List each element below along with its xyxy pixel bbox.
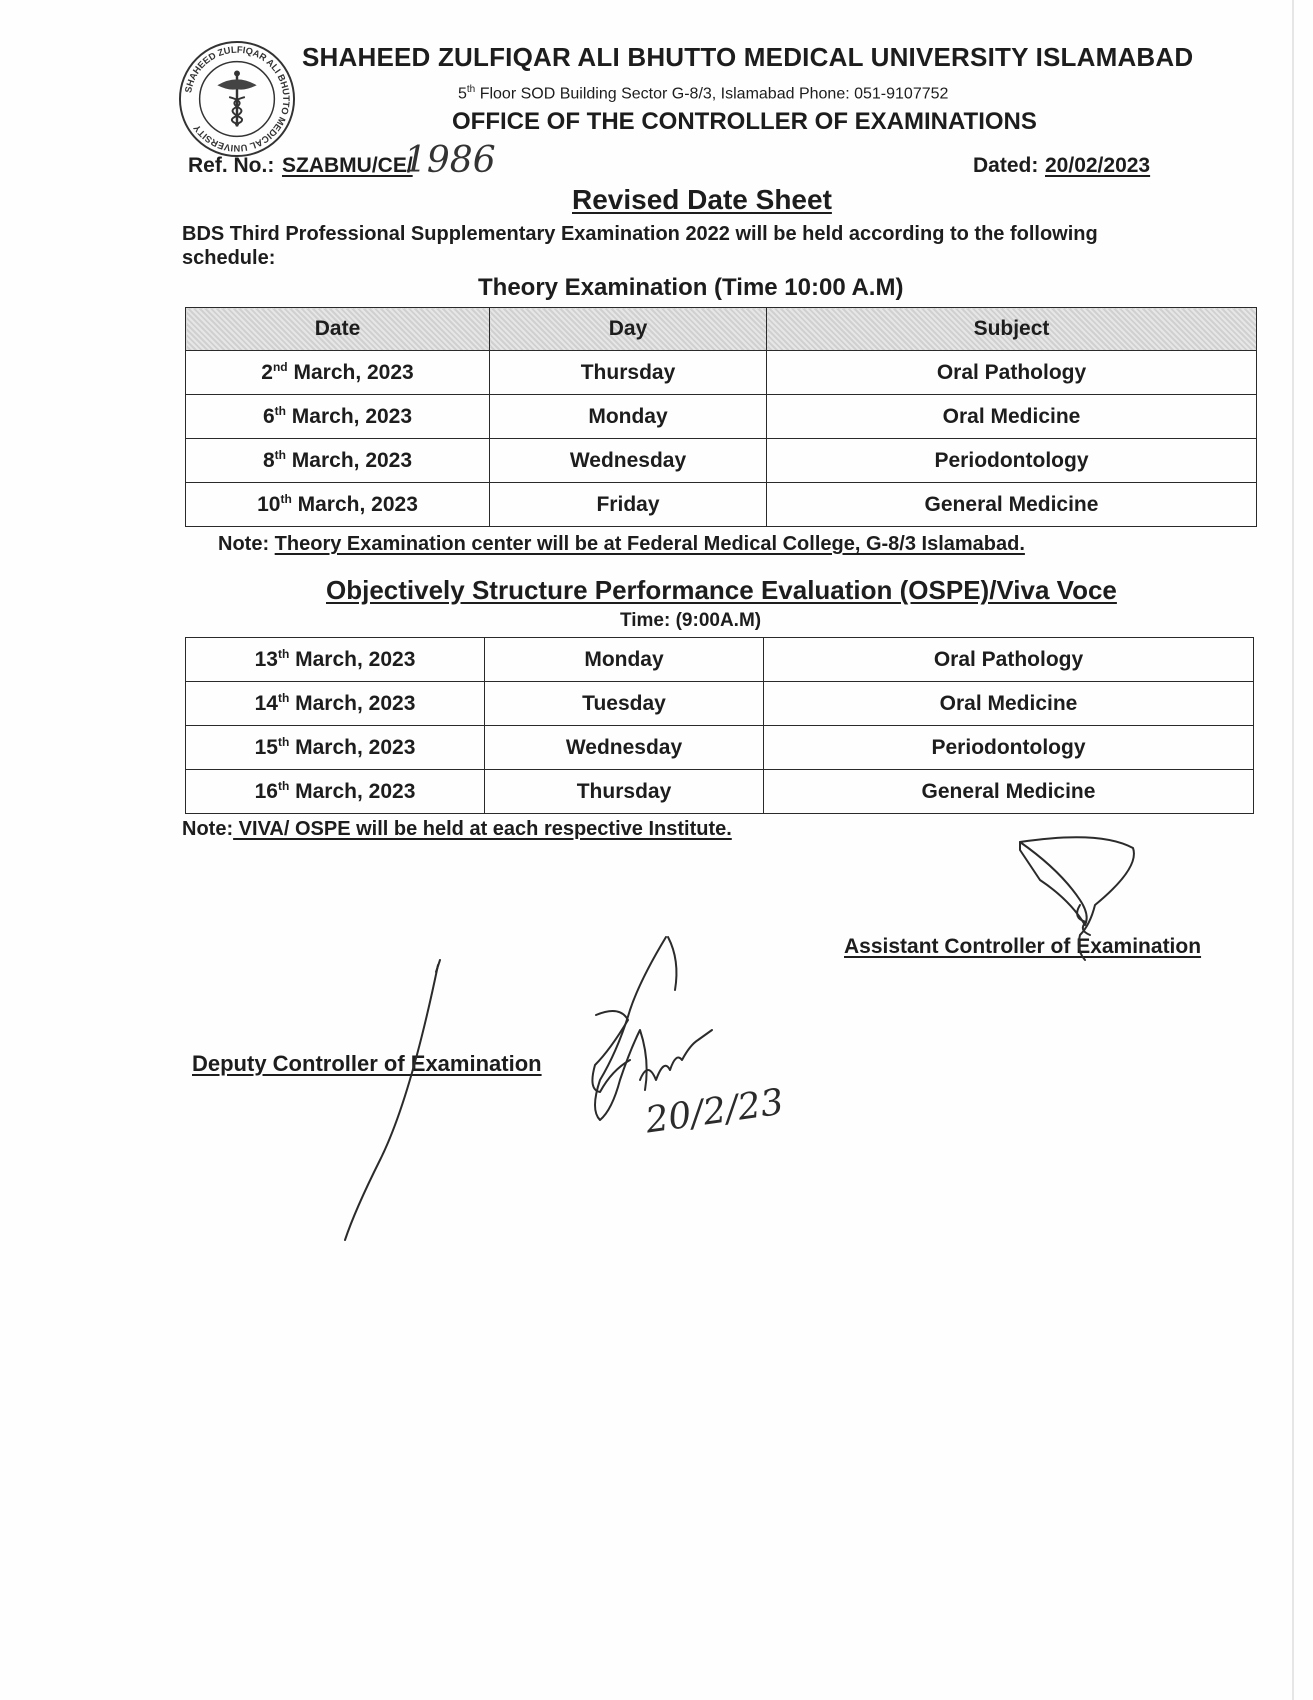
subject-cell: Oral Medicine [767, 395, 1257, 439]
seal-text: SHAHEED ZULFIQAR ALI BHUTTO MEDICAL UNIVERSITY [183, 44, 292, 154]
note-label: Note: [218, 533, 275, 555]
subject-cell: Periodontology [764, 726, 1254, 770]
counter-signature-stroke [668, 937, 676, 990]
dated-value: 20/02/2023 [1045, 154, 1151, 177]
column-header-day: Day [490, 308, 767, 351]
column-header-subject: Subject [767, 308, 1257, 351]
counter-signature-stroke [595, 937, 666, 1120]
ospe-time: Time: (9:00A.M) [620, 610, 762, 631]
address-floor: 5 [458, 85, 467, 103]
counter-signature-stroke [640, 1030, 712, 1080]
subject-cell: General Medicine [764, 770, 1254, 814]
counter-signature-stroke [592, 1011, 630, 1092]
ospe-table [185, 637, 1254, 814]
deputy-signature-stroke [345, 965, 438, 1240]
deputy-controller-title: Deputy Controller of Examination [192, 1051, 542, 1076]
ref-value: SZABMU/CE/ [282, 154, 413, 177]
date-cell: 15th March, 2023 [186, 726, 485, 770]
table-row [186, 726, 1254, 770]
subject-cell: General Medicine [767, 483, 1257, 527]
table-row [186, 439, 1257, 483]
handwritten-date: 20/2/23 [642, 1081, 787, 1142]
ref-label: Ref. No.: [188, 154, 275, 177]
ospe-note [182, 818, 732, 841]
date-cell: 2nd March, 2023 [186, 351, 490, 395]
date-cell: 10th March, 2023 [186, 483, 490, 527]
university-seal-logo [178, 40, 296, 158]
document-title: Revised Date Sheet [572, 184, 832, 215]
intro-paragraph: BDS Third Professional Supplementary Examination 2022 will be held according to the following schedule: [182, 223, 1098, 269]
column-header-date: Date [186, 308, 490, 351]
ref-handwritten-number: 1986 [404, 140, 496, 181]
address-rest: Floor SOD Building Sector G-8/3, Islamabad Phone: 051-9107752 [475, 85, 949, 103]
day-cell: Monday [490, 395, 767, 439]
table-row [186, 395, 1257, 439]
note-label: Note: [182, 818, 234, 840]
date-cell: 16th March, 2023 [186, 770, 485, 814]
date-cell: 8th March, 2023 [186, 439, 490, 483]
day-cell: Tuesday [485, 682, 764, 726]
assistant-signature-stroke [1077, 905, 1090, 935]
subject-cell: Oral Pathology [764, 638, 1254, 682]
theory-note [218, 533, 1025, 556]
theory-heading: Theory Examination (Time 10:00 A.M) [478, 274, 904, 301]
subject-cell: Oral Pathology [767, 351, 1257, 395]
note-text: Theory Examination center will be at Federal Medical College, G-8/3 Islamabad. [274, 533, 1025, 555]
table-row [186, 483, 1257, 527]
date-cell: 14th March, 2023 [186, 682, 485, 726]
assistant-controller-title: Assistant Controller of Examination [844, 935, 1202, 958]
day-cell: Wednesday [490, 439, 767, 483]
address-floor-suffix: th [466, 84, 476, 95]
table-row [186, 638, 1254, 682]
dated-label: Dated: [973, 154, 1039, 177]
day-cell: Monday [485, 638, 764, 682]
office-title: OFFICE OF THE CONTROLLER OF EXAMINATIONS [452, 108, 1037, 135]
university-address [458, 84, 948, 103]
subject-cell: Oral Medicine [764, 682, 1254, 726]
table-row [186, 770, 1254, 814]
deputy-signature-stroke [436, 960, 440, 972]
ospe-heading: Objectively Structure Performance Evaluation (OSPE)/Viva Voce [326, 575, 1117, 605]
university-name: SHAHEED ZULFIQAR ALI BHUTTO MEDICAL UNIVERSITY ISLAMABAD [302, 42, 1194, 72]
assistant-signature-stroke [1020, 842, 1087, 925]
day-cell: Friday [490, 483, 767, 527]
date-cell: 6th March, 2023 [186, 395, 490, 439]
page-edge-shadow [1292, 0, 1294, 1700]
note-text: VIVA/ OSPE will be held at each respective Institute. [233, 818, 732, 840]
day-cell: Thursday [490, 351, 767, 395]
table-header-row [186, 308, 1257, 351]
table-row [186, 351, 1257, 395]
date-cell: 13th March, 2023 [186, 638, 485, 682]
subject-cell: Periodontology [767, 439, 1257, 483]
day-cell: Wednesday [485, 726, 764, 770]
theory-table [185, 307, 1257, 527]
day-cell: Thursday [485, 770, 764, 814]
table-row [186, 682, 1254, 726]
